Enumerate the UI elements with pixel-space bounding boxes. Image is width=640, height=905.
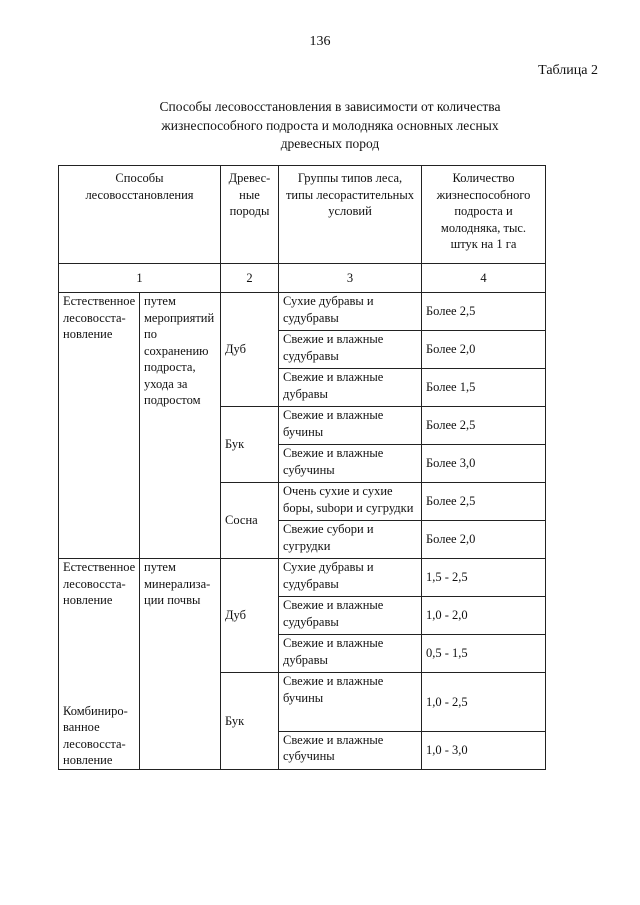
table-label: Таблица 2 xyxy=(538,63,598,78)
submethod-cell: путем мероприятий по сохранению подроста, ухода за подростом xyxy=(140,293,221,559)
quantity-cell: 1,5 - 2,5 xyxy=(422,559,546,597)
forest-group-cell: Свежие и влажные дубравы xyxy=(279,635,422,673)
quantity-cell: 1,0 - 2,5 xyxy=(422,673,546,732)
column-number-row xyxy=(59,264,546,293)
species-cell: Сосна xyxy=(221,483,279,559)
table-title xyxy=(120,98,540,154)
quantity-cell: 1,0 - 3,0 xyxy=(422,731,546,769)
species-cell: Дуб xyxy=(221,293,279,407)
forest-group-cell: Свежие и влажные судубравы xyxy=(279,331,422,369)
forest-group-cell: Свежие и влажные субучины xyxy=(279,731,422,769)
forest-group-cell: Свежие и влажные бучины xyxy=(279,673,422,732)
quantity-cell: Более 2,5 xyxy=(422,483,546,521)
forest-group-cell: Свежие и влажные судубравы xyxy=(279,597,422,635)
method-natural: Естественное лесовосста-новление xyxy=(63,560,136,607)
col-number: 3 xyxy=(279,264,422,293)
quantity-cell: Более 2,5 xyxy=(422,293,546,331)
quantity-cell: Более 3,0 xyxy=(422,445,546,483)
forest-group-cell: Свежие субори и сугрудки xyxy=(279,521,422,559)
title-line: древесных пород xyxy=(280,136,380,151)
col-number: 2 xyxy=(221,264,279,293)
header-species: Древес-ные породы xyxy=(221,166,279,264)
header-quantity: Количество жизнеспособного подроста и молодняка, тыс. штук на 1 га xyxy=(422,166,546,264)
species-cell: Бук xyxy=(221,407,279,483)
quantity-cell: Более 2,0 xyxy=(422,521,546,559)
submethod-cell: путем минерализа-ции почвы xyxy=(140,559,221,770)
forest-group-cell: Очень сухие и сухие боры, subори и сугрудки xyxy=(279,483,422,521)
forest-group-cell: Сухие дубравы и судубравы xyxy=(279,293,422,331)
method-cell: Естественное лесовосста-новление xyxy=(59,293,140,559)
title-line: Способы лесовосстановления в зависимости от количества xyxy=(159,99,501,114)
quantity-cell: 1,0 - 2,0 xyxy=(422,597,546,635)
reforestation-table xyxy=(58,165,546,770)
header-groups: Группы типов леса, типы лесорастительных условий xyxy=(279,166,422,264)
method-cell xyxy=(59,559,140,770)
col-number: 4 xyxy=(422,264,546,293)
forest-group-cell: Сухие дубравы и судубравы xyxy=(279,559,422,597)
title-line: жизнеспособного подроста и молодняка основных лесных xyxy=(161,117,499,133)
col-number: 1 xyxy=(59,264,221,293)
page-number: 136 xyxy=(309,34,331,49)
quantity-cell: Более 2,5 xyxy=(422,407,546,445)
method-combined: Комбиниро-ванное лесовосста-новление xyxy=(63,703,128,767)
forest-group-cell: Свежие и влажные субучины xyxy=(279,445,422,483)
forest-group-cell: Свежие и влажные дубравы xyxy=(279,369,422,407)
forest-group-cell: Свежие и влажные бучины xyxy=(279,407,422,445)
quantity-cell: Более 1,5 xyxy=(422,369,546,407)
table-row xyxy=(59,293,546,331)
species-cell: Дуб xyxy=(221,559,279,673)
quantity-cell: 0,5 - 1,5 xyxy=(422,635,546,673)
table-row xyxy=(59,559,546,597)
quantity-cell: Более 2,0 xyxy=(422,331,546,369)
header-methods: Способы лесовосстановления xyxy=(59,166,221,264)
species-cell: Бук xyxy=(221,673,279,770)
